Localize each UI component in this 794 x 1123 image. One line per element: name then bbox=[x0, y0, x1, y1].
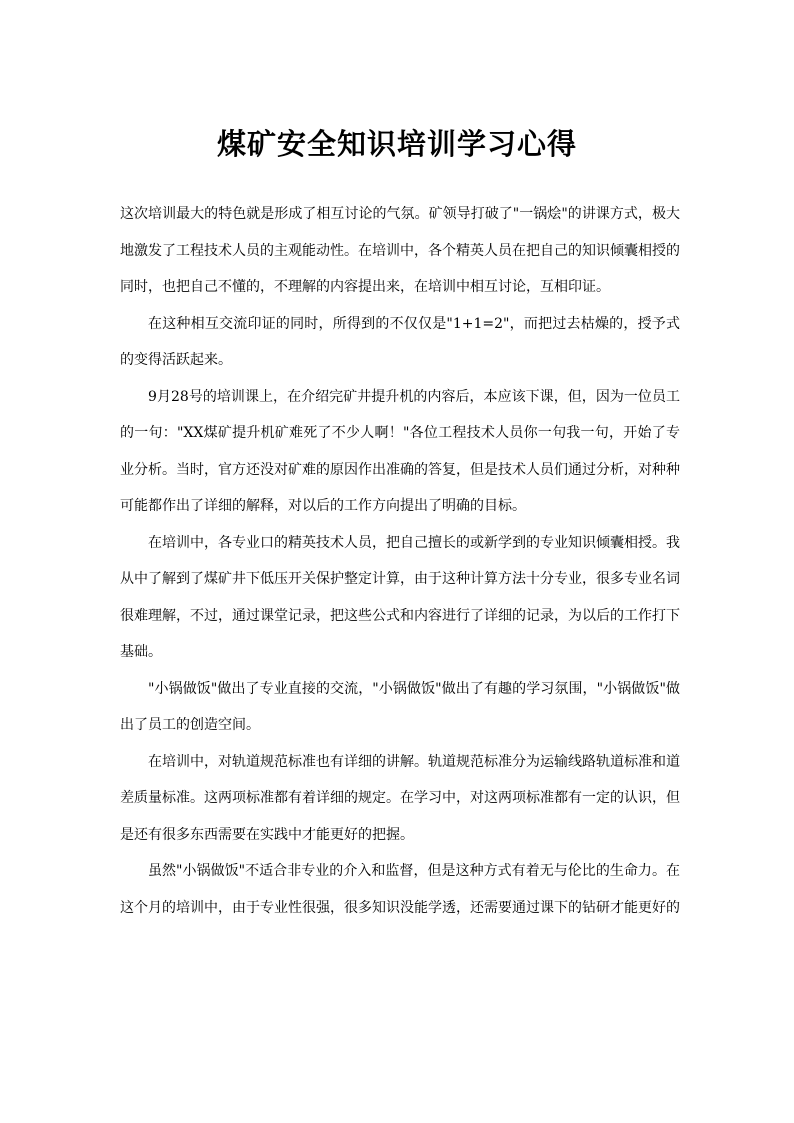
paragraph: "小锅做饭"做出了专业直接的交流，"小锅做饭"做出了有趣的学习氛围，"小锅做饭"做出了员工的创造空间。 bbox=[120, 680, 680, 733]
paragraph: 这次培训最大的特色就是形成了相互讨论的气氛。矿领导打破了"一锅烩"的讲课方式，极大地激发了工程技术人员的主观能动性。在培训中，各个精英人员在把自己的知识倾囊相授的同时，也把自己不懂的，不理解的内容提出来，在培训中相互讨论，互相印证。 bbox=[120, 206, 680, 295]
paragraph: 虽然"小锅做饭"不适合非专业的介入和监督，但是这种方式有着无与伦比的生命力。在这个月的培训中，由于专业性很强，很多知识没能学透，还需要通过课下的钻研才能更好的 bbox=[120, 863, 680, 916]
document-body bbox=[120, 196, 680, 926]
paragraph: 9月28号的培训课上，在介绍完矿井提升机的内容后，本应该下课，但，因为一位员工的一句："XX煤矿提升机矿难死了不少人啊！"各位工程技术人员你一句我一句，开始了专业分析。当时，官方还没对矿难的原因作出准确的答复，但是技术人员们通过分析，对种种可能都作出了详细的解释，对以后的工作方向提出了明确的目标。 bbox=[120, 388, 680, 514]
paragraph: 在培训中，各专业口的精英技术人员，把自己擅长的或新学到的专业知识倾囊相授。我从中了解到了煤矿井下低压开关保护整定计算，由于这种计算方法十分专业，很多专业名词很难理解，不过，通过课堂记录，把这些公式和内容进行了详细的记录，为以后的工作打下基础。 bbox=[120, 534, 680, 660]
document-title: 煤矿安全知识培训学习心得 bbox=[216, 127, 577, 161]
paragraph: 在培训中，对轨道规范标准也有详细的讲解。轨道规范标准分为运输线路轨道标准和道差质量标准。这两项标准都有着详细的规定。在学习中，对这两项标准都有一定的认识，但是还有很多东西需要在实践中才能更好的把握。 bbox=[120, 753, 680, 843]
paragraph: 在这种相互交流印证的同时，所得到的不仅仅是"1+1=2"，而把过去枯燥的，授予式的变得活跃起来。 bbox=[120, 315, 680, 368]
